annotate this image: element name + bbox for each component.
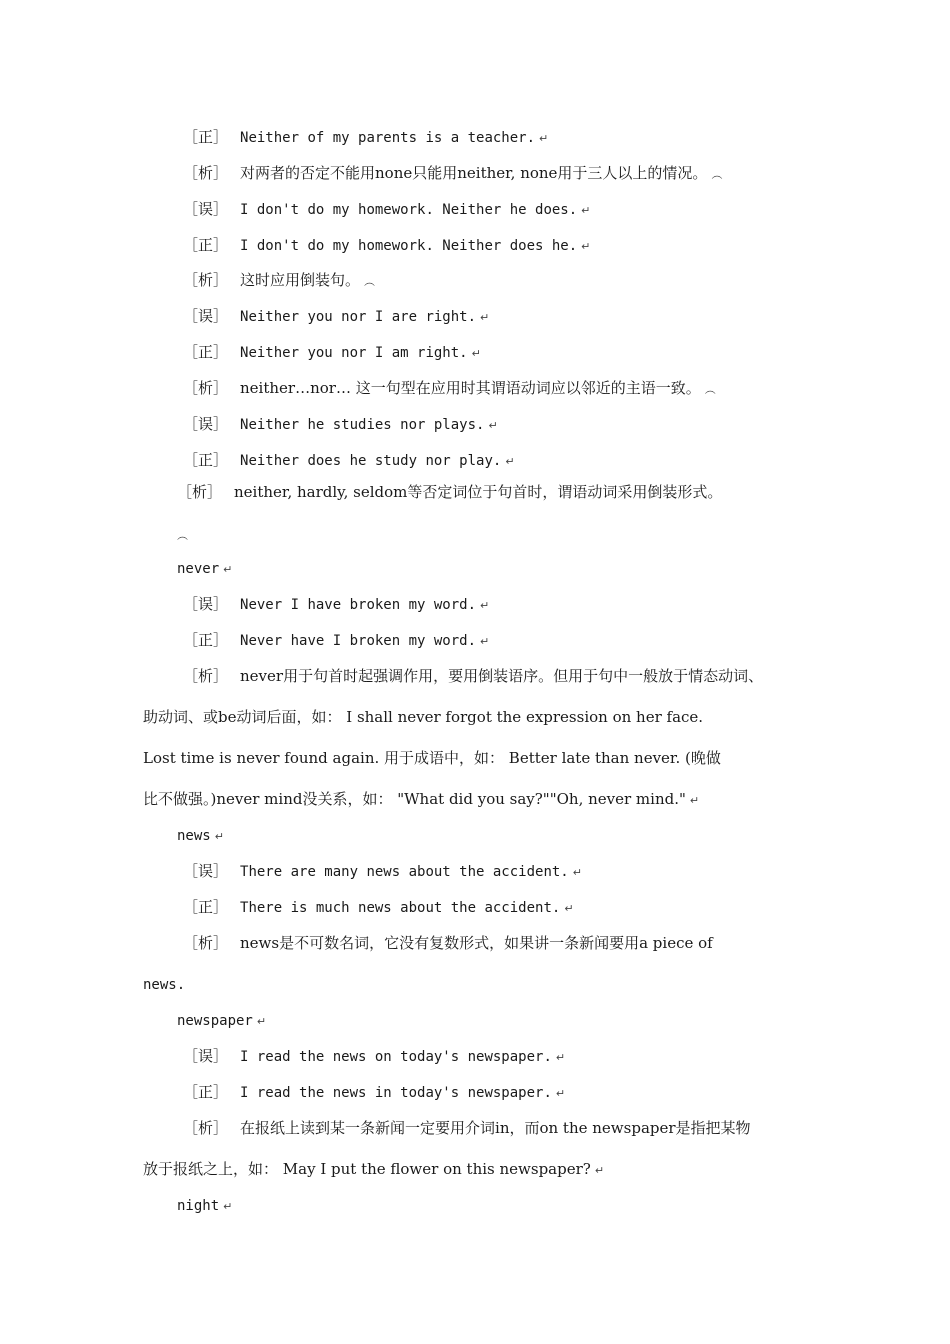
- analysis-line: [183, 270, 375, 292]
- paragraph-mark-icon: ↵: [555, 1087, 566, 1100]
- analysis-text: 放于报纸之上，如： May I put the flower on this newspaper?: [143, 1160, 591, 1178]
- analysis-text: 比不做强。)never mind没关系，如： "What did you say?""Oh, never mind.": [143, 790, 686, 808]
- wrong-line: [183, 414, 498, 436]
- correct-line: [183, 450, 515, 472]
- analysis-line: [183, 378, 716, 400]
- wrong-tag: ［误］: [183, 862, 229, 880]
- correct-tag: ［正］: [183, 631, 229, 649]
- correct-tag: ［正］: [183, 1083, 229, 1101]
- wrong-line: [183, 306, 489, 328]
- example-text: I read the news in today's newspaper.: [240, 1085, 552, 1101]
- correct-tag: ［正］: [183, 236, 229, 254]
- analysis-line: [183, 933, 713, 953]
- example-text: There are many news about the accident.: [240, 864, 569, 880]
- analysis-tag: ［析］: [183, 1119, 229, 1137]
- entry-heading: [177, 1195, 232, 1217]
- analysis-text: never用于句首时起强调作用，要用倒装语序。但用于句中一般放于情态动词、: [240, 667, 764, 685]
- wrong-tag: ［误］: [183, 307, 229, 325]
- correct-line: [183, 897, 574, 919]
- analysis-text: news是不可数名词，它没有复数形式，如果讲一条新闻要用a piece of: [240, 934, 713, 952]
- correct-line: [183, 1082, 565, 1104]
- wrong-line: [183, 594, 489, 616]
- entry-word: night: [177, 1198, 220, 1214]
- wrong-line: [183, 199, 590, 221]
- analysis-continuation: [143, 974, 185, 995]
- analysis-text: neither…nor… 这一句型在应用时其谓语动词应以邻近的主语一致。: [240, 379, 701, 397]
- paragraph-mark-icon: ↵: [223, 563, 233, 576]
- analysis-tag: ［析］: [183, 379, 229, 397]
- example-text: Neither does he study nor play.: [240, 453, 502, 469]
- analysis-tag: ［析］: [183, 934, 229, 952]
- analysis-text: 在报纸上读到某一条新闻一定要用介词in，而on the newspaper是指把某物: [240, 1119, 751, 1137]
- entry-heading: [177, 1010, 266, 1032]
- paragraph-mark-icon: ↵: [581, 204, 591, 217]
- paragraph-mark-icon: ↵: [555, 1051, 566, 1064]
- analysis-continuation: [143, 1159, 604, 1181]
- wrong-tag: ［误］: [183, 200, 229, 218]
- paragraph-mark-icon: ↵: [689, 794, 700, 807]
- correct-tag: ［正］: [183, 128, 229, 146]
- analysis-text: Lost time is never found again. 用于成语中，如： Better late than never. (晚做: [143, 749, 721, 767]
- example-text: Neither he studies nor plays.: [240, 417, 485, 433]
- correct-tag: ［正］: [183, 343, 229, 361]
- example-text: I read the news on today's newspaper.: [240, 1049, 552, 1065]
- analysis-tag: ［析］: [183, 271, 229, 289]
- analysis-line: [183, 163, 722, 185]
- paragraph-mark-icon: ↵: [480, 599, 490, 612]
- paragraph-mark-icon: ↵: [572, 866, 582, 879]
- example-text: Never I have broken my word.: [240, 597, 477, 613]
- paragraph-mark-icon: ↵: [214, 830, 224, 843]
- analysis-tag: ［析］: [183, 164, 229, 182]
- correct-tag: ［正］: [183, 898, 229, 916]
- analysis-text: news.: [143, 977, 186, 993]
- analysis-line: [177, 482, 722, 502]
- example-text: Neither of my parents is a teacher.: [240, 130, 536, 146]
- bracket-mark-icon: ︵: [177, 529, 188, 542]
- example-text: Neither you nor I are right.: [240, 309, 477, 325]
- correct-line: [183, 235, 590, 257]
- analysis-continuation: [143, 748, 721, 768]
- paragraph-mark-icon: ↵: [594, 1164, 605, 1177]
- entry-word: never: [177, 561, 220, 577]
- analysis-text: 这时应用倒装句。: [240, 271, 361, 289]
- analysis-text: neither, hardly, seldom等否定词位于句首时，谓语动词采用倒装形式。: [234, 483, 723, 501]
- paragraph-mark-icon: ↵: [488, 419, 498, 432]
- entry-heading: [177, 825, 224, 847]
- analysis-line: [183, 666, 763, 686]
- bracket-mark-icon: ︵: [711, 168, 723, 181]
- paragraph-mark-icon: ↵: [480, 311, 490, 324]
- analysis-continuation: [143, 707, 703, 727]
- analysis-tag: ［析］: [183, 667, 229, 685]
- correct-line: [183, 630, 489, 652]
- wrong-line: [183, 861, 582, 883]
- paragraph-mark-icon: ↵: [256, 1015, 267, 1028]
- analysis-tag: ［析］: [177, 483, 223, 501]
- correct-line: [183, 127, 548, 149]
- entry-heading: [177, 558, 232, 580]
- paragraph-mark-icon: ↵: [223, 1200, 233, 1213]
- analysis-text: 对两者的否定不能用none只能用neither, none用于三人以上的情况。: [240, 164, 708, 182]
- paragraph-mark-icon: ↵: [480, 635, 490, 648]
- wrong-tag: ［误］: [183, 595, 229, 613]
- correct-tag: ［正］: [183, 451, 229, 469]
- wrong-line: [183, 1046, 565, 1068]
- correct-line: [183, 342, 481, 364]
- example-text: Never have I broken my word.: [240, 633, 477, 649]
- wrong-tag: ［误］: [183, 415, 229, 433]
- entry-word: newspaper: [177, 1013, 253, 1029]
- example-text: I don't do my homework. Neither does he.: [240, 238, 578, 254]
- example-text: There is much news about the accident.: [240, 900, 561, 916]
- paragraph-mark-icon: ↵: [471, 347, 481, 360]
- paragraph-mark-icon: ↵: [564, 902, 574, 915]
- paragraph-mark-icon: ↵: [539, 132, 549, 145]
- example-text: I don't do my homework. Neither he does.: [240, 202, 578, 218]
- paragraph-mark-icon: ↵: [505, 455, 515, 468]
- bracket-mark-icon: ︵: [364, 275, 376, 288]
- paragraph-mark-icon: ↵: [581, 240, 591, 253]
- analysis-continuation: [143, 789, 699, 811]
- wrong-tag: ［误］: [183, 1047, 229, 1065]
- bracket-mark-icon: ︵: [704, 383, 716, 396]
- analysis-text: 助动词、或be动词后面，如： I shall never forgot the expression on her face.: [143, 708, 704, 726]
- bracket-mark-line: [177, 524, 188, 546]
- example-text: Neither you nor I am right.: [240, 345, 468, 361]
- analysis-line: [183, 1118, 751, 1138]
- entry-word: news: [177, 828, 211, 844]
